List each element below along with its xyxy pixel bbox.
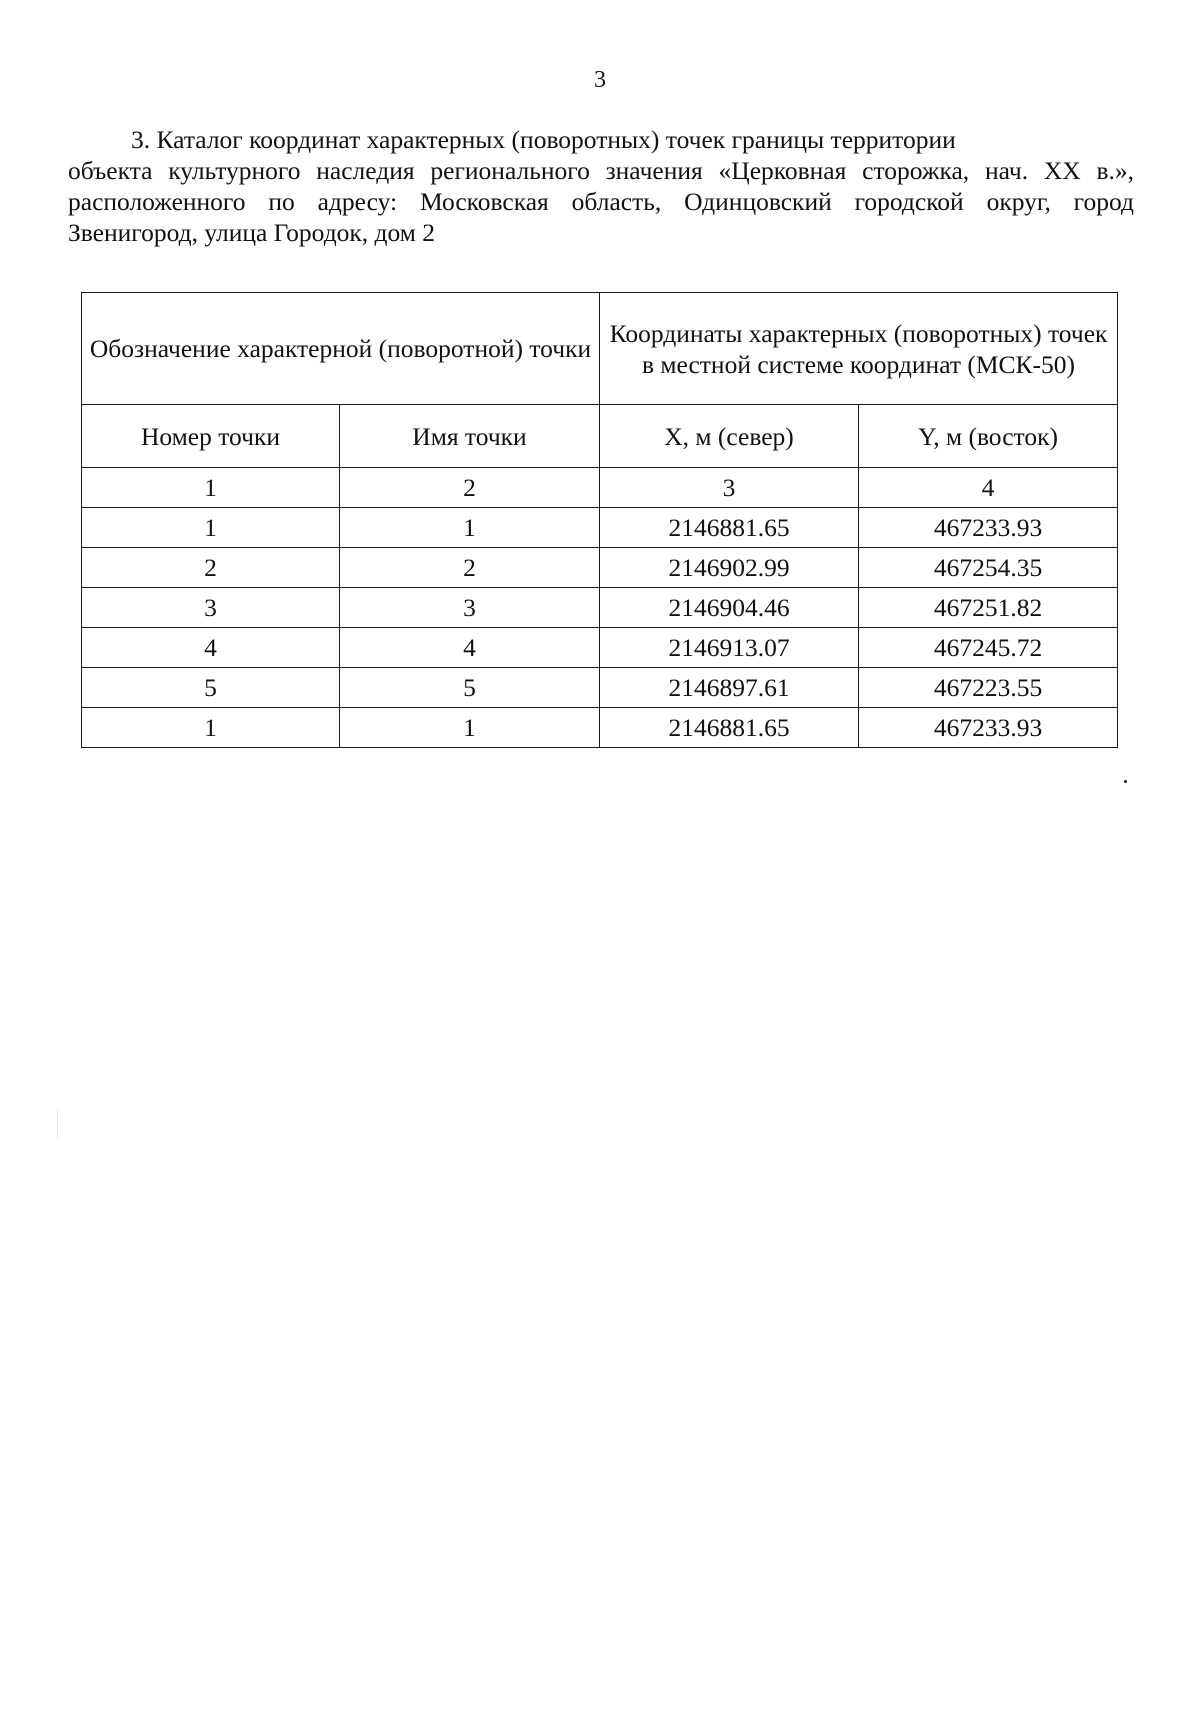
intro-rest: объекта культурного наследия регионального значения «Церковная сторожка, нач. XX в.», расположенного по адресу: Московская область, Одинцовский городской округ, город Звенигород, улица Городок, дом 2 bbox=[68, 156, 1134, 247]
y-coordinate-cell: 467251.82 bbox=[859, 588, 1118, 628]
point-name-cell: 3 bbox=[340, 588, 600, 628]
intro-first-line: 3. Каталог координат характерных (поворотных) точек границы территории bbox=[131, 125, 956, 154]
column-header-x-north: X, м (север) bbox=[600, 405, 859, 468]
table-row bbox=[82, 628, 1118, 668]
x-coordinate-cell: 2146913.07 bbox=[600, 628, 859, 668]
y-coordinate-cell: 467233.93 bbox=[859, 508, 1118, 548]
table-row bbox=[82, 548, 1118, 588]
table-row bbox=[82, 508, 1118, 548]
y-coordinate-cell: 467254.35 bbox=[859, 548, 1118, 588]
point-number-cell: 4 bbox=[82, 628, 340, 668]
x-coordinate-cell: 2146897.61 bbox=[600, 668, 859, 708]
point-number-cell: 1 bbox=[82, 708, 340, 748]
header-coordinates: Координаты характерных (поворотных) точек в местной системе координат (МСК-50) bbox=[600, 293, 1118, 405]
point-number-cell: 1 bbox=[82, 508, 340, 548]
catalog-intro-paragraph bbox=[68, 124, 1134, 248]
point-name-cell: 1 bbox=[340, 508, 600, 548]
y-coordinate-cell: 467245.72 bbox=[859, 628, 1118, 668]
table-row bbox=[82, 708, 1118, 748]
point-name-cell: 5 bbox=[340, 668, 600, 708]
table-header-row bbox=[82, 293, 1118, 405]
coordinates-table bbox=[81, 292, 1118, 748]
x-coordinate-cell: 2146881.65 bbox=[600, 508, 859, 548]
column-number: 2 bbox=[340, 468, 600, 508]
scan-speck bbox=[1124, 780, 1127, 783]
column-header-point-number: Номер точки bbox=[82, 405, 340, 468]
header-point-designation: Обозначение характерной (поворотной) точки bbox=[82, 293, 600, 405]
table-subheader-row bbox=[82, 405, 1118, 468]
point-number-cell: 3 bbox=[82, 588, 340, 628]
x-coordinate-cell: 2146904.46 bbox=[600, 588, 859, 628]
y-coordinate-cell: 467233.93 bbox=[859, 708, 1118, 748]
y-coordinate-cell: 467223.55 bbox=[859, 668, 1118, 708]
point-name-cell: 4 bbox=[340, 628, 600, 668]
column-number: 3 bbox=[600, 468, 859, 508]
x-coordinate-cell: 2146881.65 bbox=[600, 708, 859, 748]
x-coordinate-cell: 2146902.99 bbox=[600, 548, 859, 588]
column-number: 1 bbox=[82, 468, 340, 508]
page-number: 3 bbox=[594, 67, 606, 93]
point-name-cell: 2 bbox=[340, 548, 600, 588]
scan-margin-mark bbox=[57, 1110, 58, 1138]
point-name-cell: 1 bbox=[340, 708, 600, 748]
table-row bbox=[82, 588, 1118, 628]
column-header-y-east: Y, м (восток) bbox=[859, 405, 1118, 468]
point-number-cell: 5 bbox=[82, 668, 340, 708]
table-row bbox=[82, 668, 1118, 708]
column-number: 4 bbox=[859, 468, 1118, 508]
column-header-point-name: Имя точки bbox=[340, 405, 600, 468]
column-number-row bbox=[82, 468, 1118, 508]
point-number-cell: 2 bbox=[82, 548, 340, 588]
